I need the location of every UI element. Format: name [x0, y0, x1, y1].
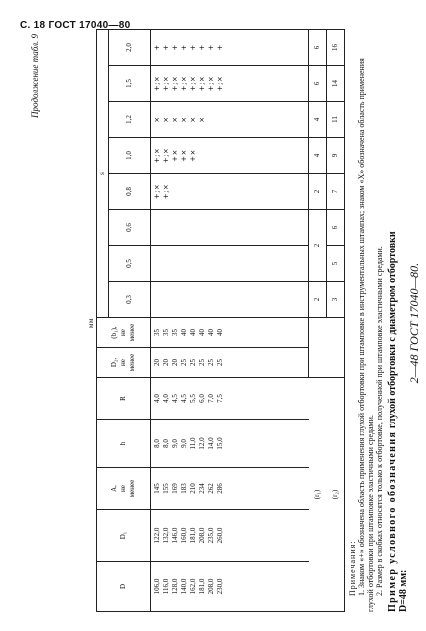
- table-cell: 25: [189, 359, 197, 366]
- table-cell: 35: [153, 329, 161, 336]
- table-cell: 25: [198, 359, 206, 366]
- table-cell: 35: [162, 329, 170, 336]
- col-header-D1: D₁: [97, 510, 151, 562]
- table-cell: ×: [198, 116, 206, 123]
- s-col-6-marks: [151, 66, 309, 102]
- table-cell: ×: [162, 116, 170, 123]
- example-heading: Пример условного обозначения: [387, 430, 398, 612]
- s-value-2: 0,6: [109, 210, 151, 246]
- table-cell: +;×: [189, 75, 197, 92]
- table-cell: [207, 102, 216, 137]
- table-cell: [171, 174, 180, 209]
- table-cell: 262: [207, 483, 215, 494]
- s-col-7-marks: [151, 29, 309, 65]
- table-cell: [207, 174, 216, 209]
- s-col-4-marks: [151, 138, 309, 174]
- table-cell: 122,0: [153, 527, 161, 544]
- table-cell: 132,0: [162, 527, 170, 544]
- s-col-5-marks: [151, 102, 309, 138]
- table-cell: +;×: [153, 147, 161, 164]
- table-cell: +;×: [153, 183, 161, 200]
- r1-label: (r₁): [309, 378, 327, 612]
- table-cell: 40: [189, 329, 197, 336]
- table-cell: [207, 138, 216, 173]
- table-cell: +;×: [198, 75, 206, 92]
- col-header-b1: (b₁), не менее: [97, 318, 151, 348]
- col-R-values: [151, 378, 309, 420]
- table-cell: 5,5: [189, 394, 197, 403]
- col-h-values: [151, 420, 309, 468]
- r1-value-2: 2: [309, 174, 327, 210]
- table-cell: ×: [180, 116, 188, 123]
- table-cell: 40: [198, 329, 206, 336]
- table-cell: +: [171, 44, 179, 51]
- s-col-2-marks: [151, 210, 309, 246]
- table-cell: 106,0: [153, 578, 161, 595]
- s-col-3-marks: [151, 174, 309, 210]
- table-cell: ×: [153, 116, 161, 123]
- table-cell: 286: [216, 483, 224, 494]
- r2-value-1: 5: [327, 246, 345, 282]
- table-cell: 208,0: [207, 578, 215, 595]
- example-diameter: D=48 мм:: [398, 569, 409, 612]
- note-1: 1. Знаком «+» обозначена область применения глухой отбортовки при штамповке в инструментальных штампах; знаком «X» обозначена область применения глухой отбортовки при штамповке эластичными средами.: [357, 58, 375, 612]
- dimensions-table: [96, 29, 345, 612]
- r1-value-0: 2: [309, 282, 327, 318]
- table-cell: 146,0: [171, 527, 179, 544]
- table-cell: 11,0: [189, 437, 197, 450]
- table-cell: 9,0: [171, 439, 179, 448]
- page-header: С. 18 ГОСТ 17040—80: [20, 20, 131, 31]
- r2-value-5: 11: [327, 102, 345, 138]
- table-cell: +: [153, 44, 161, 51]
- r2-value-6: 14: [327, 66, 345, 102]
- table-cell: [216, 102, 225, 137]
- table-cell: 40: [216, 329, 224, 336]
- table-cell: 116,0: [162, 578, 170, 595]
- table-cell: 14,0: [207, 437, 215, 450]
- table-cell: +: [198, 44, 206, 51]
- table-cell: 234: [198, 483, 206, 494]
- table-cell: 6,0: [198, 394, 206, 403]
- table-cell: +;×: [162, 75, 170, 92]
- table-cell: +: [162, 44, 170, 51]
- s-value-5: 1,2: [109, 102, 151, 138]
- table-cell: 169: [171, 483, 179, 494]
- table-cell: 15,0: [216, 437, 224, 450]
- table-cell: 35: [171, 329, 179, 336]
- s-value-7: 2,0: [109, 29, 151, 65]
- table-cell: +;×: [171, 75, 179, 92]
- table-cell: +;×: [180, 75, 188, 92]
- table-cell: ×: [189, 116, 197, 123]
- r2-value-0: 3: [327, 282, 345, 318]
- table-cell: 210: [189, 483, 197, 494]
- s-value-6: 1,5: [109, 66, 151, 102]
- s-value-0: 0,3: [109, 282, 151, 318]
- table-cell: 4,5: [171, 394, 179, 403]
- col-D-values: [151, 562, 309, 612]
- table-cell: 12,0: [198, 437, 206, 450]
- s-col-1-marks: [151, 246, 309, 282]
- table-cell: [180, 174, 189, 209]
- col-b1-values: [151, 318, 309, 348]
- table-cell: 260,0: [216, 527, 224, 544]
- table-cell: 4,0: [153, 394, 161, 403]
- units-label: мм: [87, 318, 95, 328]
- table-cell: 20: [153, 359, 161, 366]
- r1-value-6: 6: [309, 66, 327, 102]
- col-header-h: h: [97, 420, 151, 468]
- table-cell: 145: [153, 483, 161, 494]
- col-header-D: D: [97, 562, 151, 612]
- table-cell: 208,0: [198, 527, 206, 544]
- table-continuation-label: Продолжение табл. 9: [30, 34, 40, 118]
- table-cell: 8,0: [153, 439, 161, 448]
- table-cell: 25: [207, 359, 215, 366]
- table-cell: 8,0: [162, 439, 170, 448]
- example-heading-rest: глухой отбортовки с диаметром отбортовки: [387, 231, 398, 429]
- table-cell: +: [216, 44, 224, 51]
- table-cell: 9,0: [180, 439, 188, 448]
- table-cell: +×: [180, 149, 188, 162]
- table-cell: +: [180, 44, 188, 51]
- table-cell: [216, 138, 225, 173]
- table-cell: 25: [180, 359, 188, 366]
- designation-formula: 2—48 ГОСТ 17040—80.: [407, 262, 421, 384]
- note-2: 2. Размер в скобках относятся только к отбортовке, полученной при штамповке эластичными средами.: [375, 246, 384, 596]
- table-cell: [189, 174, 198, 209]
- r2-value-4: 9: [327, 138, 345, 174]
- table-cell: +;×: [162, 183, 170, 200]
- s-value-4: 1,0: [109, 138, 151, 174]
- r2-value-7: 16: [327, 29, 345, 65]
- table-cell: [216, 174, 225, 209]
- table-cell: +;×: [207, 75, 215, 92]
- table-cell: 181,0: [189, 527, 197, 544]
- table-cell: 140,0: [180, 578, 188, 595]
- table-cell: ×: [171, 116, 179, 123]
- col-header-D2: D₂, не менее: [97, 348, 151, 378]
- col-header-A: A, не менее: [97, 468, 151, 510]
- table-cell: 25: [216, 359, 224, 366]
- table-cell: 4,0: [162, 394, 170, 403]
- r1-value-7: 6: [309, 29, 327, 65]
- r1-value-4: 4: [309, 102, 327, 138]
- table-cell: 183: [180, 483, 188, 494]
- col-A-values: [151, 468, 309, 510]
- table-cell: 7,0: [207, 394, 215, 403]
- col-header-s: s: [97, 29, 109, 317]
- table-cell: +×: [189, 149, 197, 162]
- designation-example: [387, 34, 409, 612]
- table-cell: +;×: [162, 147, 170, 164]
- s-col-0-marks: [151, 282, 309, 318]
- table-cell: 40: [207, 329, 215, 336]
- table-cell: 155: [162, 483, 170, 494]
- notes-title: Примечания:: [348, 540, 357, 596]
- col-D1-values: [151, 510, 309, 562]
- table-cell: 7,5: [216, 394, 224, 403]
- r2-value-3: 7: [327, 174, 345, 210]
- table-cell: 235,0: [207, 527, 215, 544]
- table-cell: 20: [162, 359, 170, 366]
- table-cell: +×: [171, 149, 179, 162]
- table-cell: 4,5: [180, 394, 188, 403]
- table-cell: 160,0: [180, 527, 188, 544]
- table-cell: +: [207, 44, 215, 51]
- col-header-R: R: [97, 378, 151, 420]
- table-cell: +;×: [216, 75, 224, 92]
- table-cell: 40: [180, 329, 188, 336]
- table-notes: [348, 34, 384, 612]
- s-value-1: 0,5: [109, 246, 151, 282]
- r2-label: (r₂): [327, 378, 345, 612]
- table-cell: 128,0: [171, 578, 179, 595]
- s-value-3: 0,8: [109, 174, 151, 210]
- table-cell: 20: [171, 359, 179, 366]
- table-cell: 230,0: [216, 578, 224, 595]
- r1-value-3: 4: [309, 138, 327, 174]
- table-cell: +;×: [153, 75, 161, 92]
- table-cell: 162,0: [189, 578, 197, 595]
- table-cell: [198, 174, 207, 209]
- rotated-page-content: [30, 34, 421, 612]
- table-cell: [198, 138, 207, 173]
- col-D2-values: [151, 348, 309, 378]
- table-cell: +: [189, 44, 197, 51]
- table-cell: 181,0: [198, 578, 206, 595]
- r1-value-1: 2: [309, 210, 327, 282]
- r2-value-2: 6: [327, 210, 345, 246]
